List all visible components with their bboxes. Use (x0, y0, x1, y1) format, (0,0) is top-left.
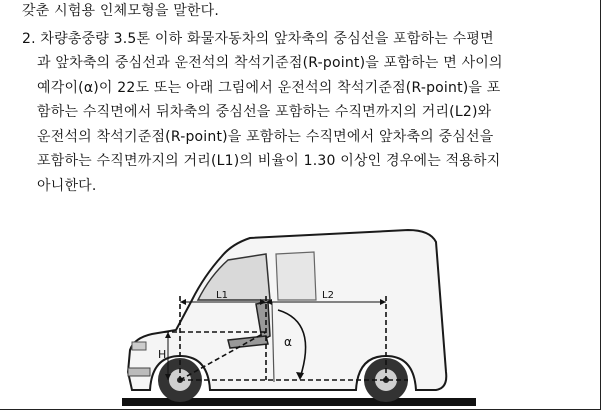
headlight (132, 342, 146, 350)
l2-label: L2 (322, 290, 334, 301)
front-bumper (128, 368, 150, 376)
alpha-label: α (284, 335, 292, 349)
h-label: H (158, 348, 167, 361)
side-window (276, 252, 316, 300)
text-line-8: 아니한다. (37, 178, 97, 194)
vehicle-diagram (118, 222, 480, 408)
text-line-3: 과 앞차축의 중심선과 운전석의 착석기준점(R-point)을 포함하는 면 사이의 (37, 55, 503, 71)
text-line-1: 갖춘 시험용 인체모형을 말한다. (22, 3, 220, 19)
text-line-7: 포함하는 수직면까지의 거리(L1)의 비율이 1.30 이상인 경우에는 적용하지 (37, 153, 501, 169)
l1-label: L1 (216, 290, 228, 301)
text-line-2: 2. 차량총중량 3.5톤 이하 화물자동차의 앞차축의 중심선을 포함하는 수평면 (22, 31, 494, 47)
text-line-4: 예각이(α)이 22도 또는 아래 그림에서 운전석의 착석기준점(R-point)을 포 (37, 80, 501, 96)
text-line-6: 운전석의 착석기준점(R-point)을 포함하는 수직면에서 앞차축의 중심선을 (37, 129, 494, 145)
vehicle-diagram-svg (118, 222, 480, 408)
text-line-5: 함하는 수직면에서 뒤차축의 중심선을 포함하는 수직면까지의 거리(L2)와 (37, 104, 492, 120)
